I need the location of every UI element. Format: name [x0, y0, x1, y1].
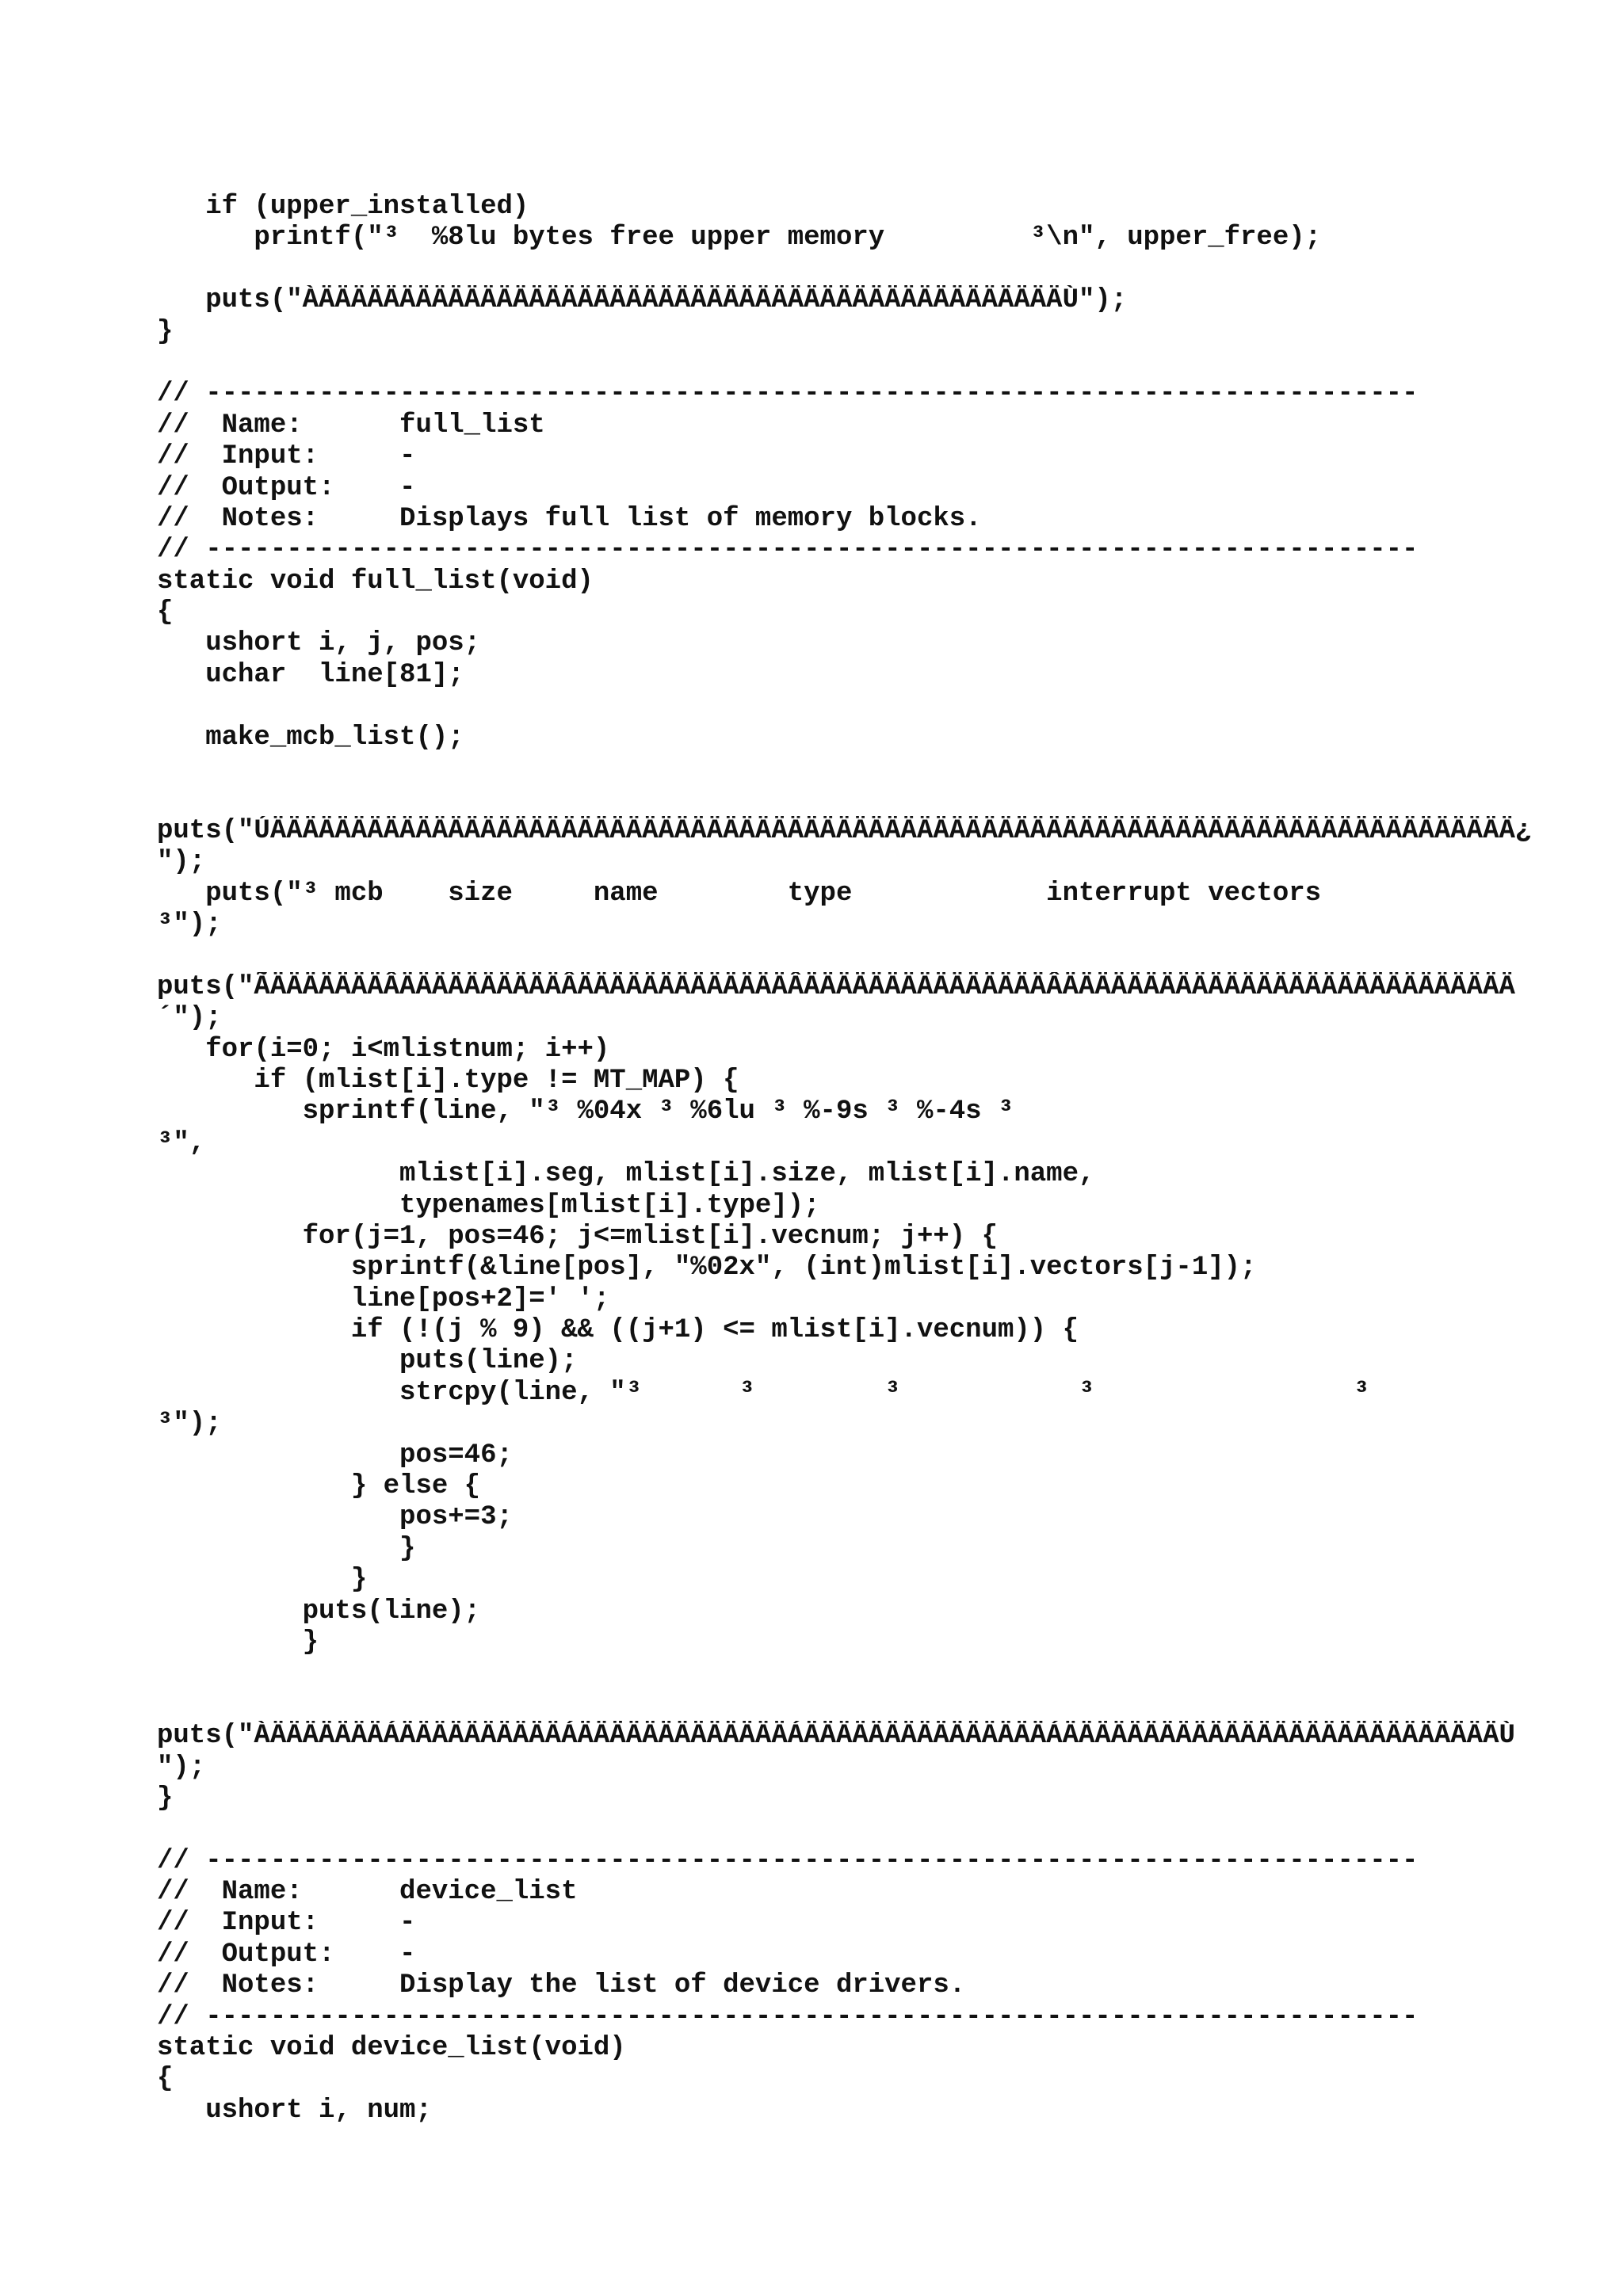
code-line	[157, 348, 1599, 379]
code-line: {	[157, 597, 174, 628]
code-line: for(i=0; i<mlistnum; i++)	[157, 1034, 610, 1065]
code-line: if (!(j % 9) && ((j+1) <= mlist[i].vecnum)) {	[157, 1315, 1079, 1346]
code-line: static void full_list(void)	[157, 566, 594, 597]
code-line	[157, 784, 1599, 815]
code-line: ´");	[157, 1003, 222, 1034]
code-line: strcpy(line, "³ ³ ³ ³ ³	[157, 1377, 1370, 1408]
code-line: sprintf(line, "³ %04x ³ %6lu ³ %-9s ³ %-4s ³	[157, 1097, 1014, 1127]
code-line	[157, 1690, 1599, 1721]
code-line: ushort i, j, pos;	[157, 628, 481, 659]
code-line: // Input: -	[157, 1908, 416, 1939]
code-line: puts("ÃÄÄÄÄÄÄÄÂÄÄÄÄÄÄÄÄÄÄÂÄÄÄÄÄÄÄÄÄÄÄÄÄÂÄÄÄÄÄÄÄÄÄÄÄÄÄÄÄÂÄÄÄÄÄÄÄÄÄÄÄÄÄÄÄÄÄÄÄÄÄÄÄÄÄÄÄÄ	[157, 971, 1515, 1002]
code-listing	[157, 192, 1599, 2126]
code-line: ");	[157, 847, 206, 878]
code-line: }	[157, 316, 174, 347]
code-line: // Name: device_list	[157, 1877, 578, 1908]
code-line: puts("ÀÄÄÄÄÄÄÄÄÄÄÄÄÄÄÄÄÄÄÄÄÄÄÄÄÄÄÄÄÄÄÄÄÄÄÄÄÄÄÄÄÄÄÄÄÄÄÙ");	[157, 285, 1128, 316]
code-line: }	[157, 1627, 319, 1657]
code-line: ushort i, num;	[157, 2095, 432, 2126]
code-line	[157, 691, 1599, 722]
code-line: make_mcb_list();	[157, 722, 464, 753]
code-line: }	[157, 1783, 174, 1814]
code-line: if (upper_installed)	[157, 192, 529, 222]
code-line: // Output: -	[157, 1939, 416, 1970]
code-line: {	[157, 2064, 174, 2095]
code-line: }	[157, 1565, 368, 1596]
code-line: line[pos+2]=' ';	[157, 1283, 610, 1314]
code-line	[157, 940, 1599, 971]
code-line: if (mlist[i].type != MT_MAP) {	[157, 1065, 739, 1096]
code-line: puts("ÀÄÄÄÄÄÄÄÁÄÄÄÄÄÄÄÄÄÄÁÄÄÄÄÄÄÄÄÄÄÄÄÄÁÄÄÄÄÄÄÄÄÄÄÄÄÄÄÄÁÄÄÄÄÄÄÄÄÄÄÄÄÄÄÄÄÄÄÄÄÄÄÄÄÄÄÄÙ	[157, 1721, 1515, 1752]
code-line: // ---------------------------------------------------------------------------	[157, 379, 1419, 410]
code-line: pos+=3;	[157, 1502, 513, 1533]
code-line: ");	[157, 1752, 206, 1783]
code-line	[157, 1814, 1599, 1845]
code-line: // Notes: Display the list of device drivers.	[157, 1970, 966, 2001]
code-line: ³",	[157, 1127, 206, 1158]
code-line	[157, 1658, 1599, 1689]
code-line: typenames[mlist[i].type]);	[157, 1190, 820, 1221]
code-line: ³");	[157, 909, 222, 940]
code-line: puts(line);	[157, 1346, 578, 1377]
code-line: pos=46;	[157, 1440, 513, 1470]
code-line: puts(line);	[157, 1596, 481, 1627]
code-line: // Output: -	[157, 472, 416, 503]
code-line: } else {	[157, 1471, 481, 1502]
code-line: // Name: full_list	[157, 410, 545, 441]
code-line: puts("ÚÄÄÄÄÄÄÄÄÄÄÄÄÄÄÄÄÄÄÄÄÄÄÄÄÄÄÄÄÄÄÄÄÄÄÄÄÄÄÄÄÄÄÄÄÄÄÄÄÄÄÄÄÄÄÄÄÄÄÄÄÄÄÄÄÄÄÄÄÄÄÄÄÄÄÄÄÄ¿	[157, 815, 1532, 846]
code-line: sprintf(&line[pos], "%02x", (int)mlist[i].vectors[j-1]);	[157, 1253, 1257, 1283]
code-line: // Input: -	[157, 441, 416, 472]
code-line: }	[157, 1533, 416, 1564]
code-line	[157, 254, 1599, 285]
code-line: ³");	[157, 1409, 222, 1440]
code-line: static void device_list(void)	[157, 2033, 626, 2064]
code-line: // ---------------------------------------------------------------------------	[157, 2001, 1419, 2032]
code-line	[157, 753, 1599, 784]
code-line: mlist[i].seg, mlist[i].size, mlist[i].name,	[157, 1159, 1095, 1190]
code-line: // ---------------------------------------------------------------------------	[157, 535, 1419, 566]
code-line: // ---------------------------------------------------------------------------	[157, 1845, 1419, 1876]
code-line: // Notes: Displays full list of memory blocks.	[157, 503, 982, 534]
code-line: printf("³ %8lu bytes free upper memory ³\n", upper_free);	[157, 223, 1322, 254]
code-line: puts("³ mcb size name type interrupt vectors	[157, 878, 1322, 909]
code-line: for(j=1, pos=46; j<=mlist[i].vecnum; j++) {	[157, 1221, 998, 1252]
code-line: uchar line[81];	[157, 659, 464, 690]
